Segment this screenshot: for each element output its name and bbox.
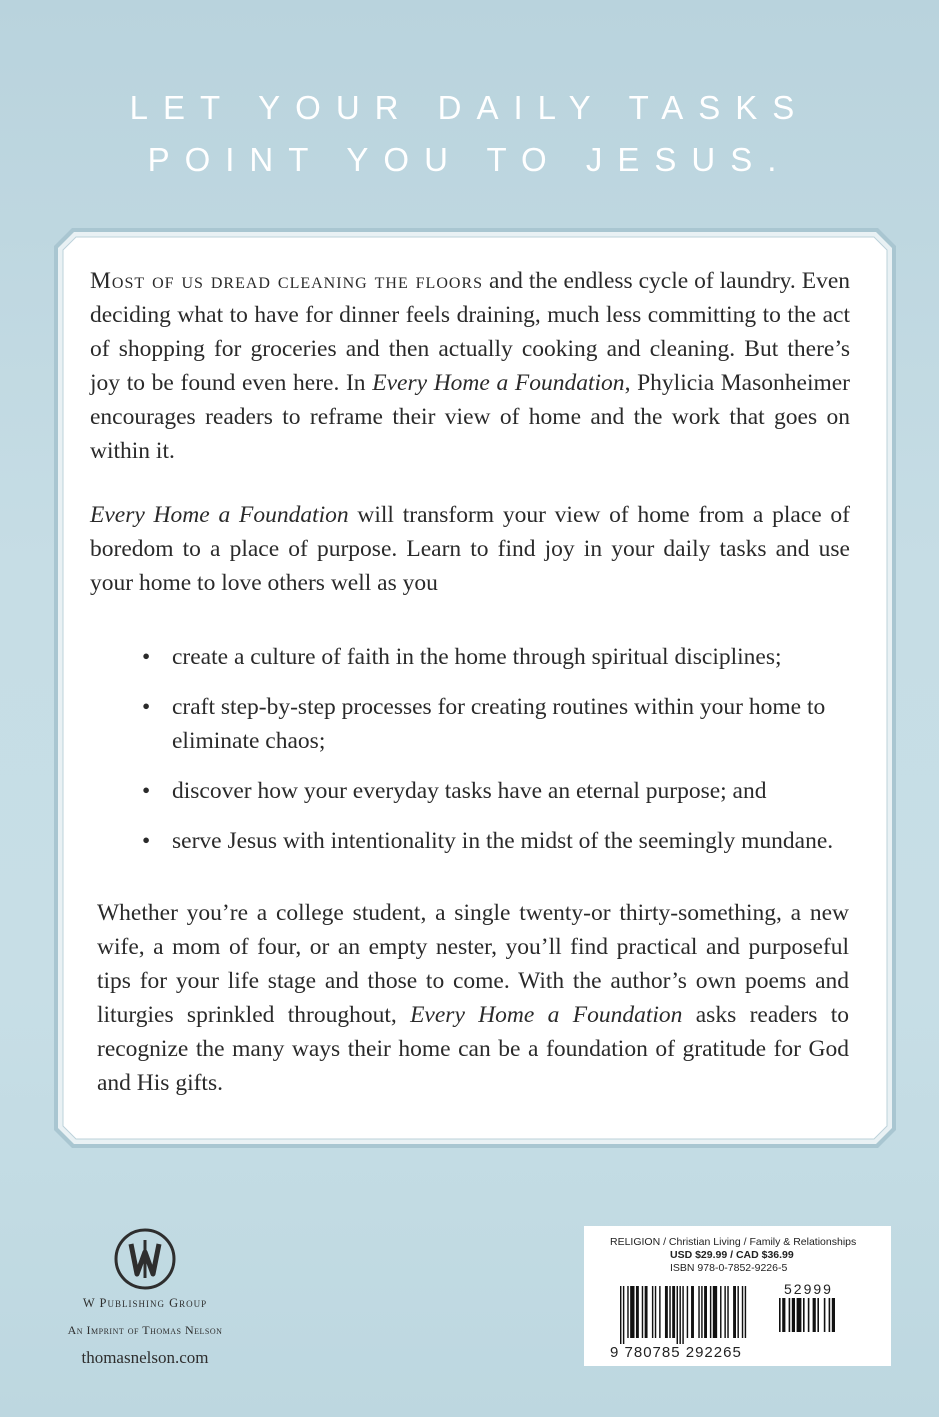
barcode-bar	[652, 1286, 653, 1338]
list-item	[142, 774, 852, 808]
list-item-text: serve Jesus with intentionality in the midst of the seemingly mundane.	[172, 828, 834, 854]
list-item-text: craft step-by-step processes for creating routines within your home to eliminate chaos;	[172, 694, 826, 754]
lead-in-smallcaps: Most of us dread cleaning the floors	[90, 268, 484, 294]
barcode-bar	[704, 1286, 707, 1338]
barcode-bar	[733, 1286, 736, 1338]
barcode-bar	[742, 1286, 743, 1338]
benefit-list	[142, 640, 852, 874]
description-paragraph-3	[97, 896, 849, 1100]
barcode-bar	[672, 1286, 675, 1338]
publisher-block	[40, 1228, 250, 1368]
barcode-bar	[620, 1286, 621, 1344]
barcode-bar	[669, 1286, 670, 1338]
bullet-icon: •	[142, 778, 151, 804]
bullet-icon: •	[142, 694, 151, 720]
barcode-bar	[623, 1286, 624, 1344]
barcode-bar	[727, 1286, 728, 1338]
barcode-bar	[737, 1286, 738, 1338]
barcode-bar	[813, 1298, 816, 1332]
description-paragraph-1	[90, 264, 850, 468]
list-item	[142, 640, 852, 674]
barcode-label	[584, 1226, 891, 1366]
p3-text-a: Whether you’re a college student, a single twenty-or thirty-something, a new wife, a mom of four, or an empty nester, you’ll find practical and purposeful tips for your life stage and those to come. With the author’s own poems and liturgies sprinkled throughout,	[97, 900, 849, 1028]
publisher-imprint: An Imprint of Thomas Nelson	[67, 1323, 223, 1337]
barcode-bar	[720, 1286, 721, 1338]
barcode-bar	[817, 1298, 819, 1332]
barcode-bar	[829, 1298, 831, 1332]
barcode-bar	[698, 1286, 699, 1338]
p3-text-b: asks readers to recognize the many ways their home can be a foundation of gratitude for God and His gifts.	[97, 1002, 850, 1096]
barcode-bar	[803, 1298, 805, 1332]
publisher-name: W Publishing Group	[82, 1296, 208, 1310]
barcode-bar	[789, 1298, 791, 1332]
price: USD $29.99 / CAD $36.99	[670, 1249, 794, 1261]
barcode-bar	[665, 1286, 668, 1338]
barcode-bars-icon	[620, 1286, 770, 1346]
p1-text-a: and the endless cycle of laundry. Even deciding what to have for dinner feels draining, much less committing to the act of shopping for groceries and then actually cooking and cleaning. But there’s joy to be found even here. In	[90, 268, 850, 396]
barcode-bar	[701, 1286, 702, 1338]
barcode-bar	[710, 1286, 711, 1338]
barcode-bar	[630, 1286, 634, 1338]
p2-text: will transform your view of home from a place of boredom to a place of purpose. Learn to find joy in your daily tasks and use your home to love others well as you	[90, 502, 850, 596]
tagline	[0, 82, 939, 186]
p1-text-b: , Phylicia Masonheimer encourages readers to reframe their view of home and the work that goes on within it.	[90, 370, 851, 464]
barcode-bar	[682, 1286, 683, 1344]
barcode-bar	[824, 1298, 826, 1332]
tagline-line-1: LET YOUR DAILY TASKS	[129, 89, 810, 126]
barcode-bar	[792, 1298, 795, 1332]
barcode-bar	[677, 1286, 678, 1344]
barcode-bar	[745, 1286, 746, 1338]
barcode-addon-digits: 52999	[784, 1281, 833, 1297]
barcode-bar	[724, 1286, 725, 1338]
bullet-icon: •	[142, 644, 151, 670]
barcode-bar	[679, 1286, 680, 1344]
isbn: ISBN 978-0-7852-9226-5	[670, 1262, 788, 1274]
p1-book-title: Every Home a Foundation	[372, 370, 625, 396]
barcode-ean-digits: 9 780785 292265	[610, 1344, 742, 1361]
barcode-addon-bars-icon	[779, 1298, 849, 1340]
publisher-url: thomasnelson.com	[81, 1348, 209, 1367]
barcode-bar	[687, 1286, 688, 1338]
barcode-bar	[645, 1286, 648, 1338]
barcode-bar	[832, 1298, 835, 1332]
bisac-category: RELIGION / Christian Living / Family & Relationships	[610, 1236, 857, 1248]
barcode-bar	[782, 1298, 785, 1332]
barcode-bar	[713, 1286, 717, 1338]
barcode-bar	[627, 1286, 628, 1338]
barcode-bar	[808, 1298, 810, 1332]
barcode-bar	[779, 1298, 781, 1332]
w-publishing-logo-icon	[114, 1228, 176, 1290]
list-item-text: discover how your everyday tasks have an eternal purpose; and	[172, 778, 767, 804]
tagline-line-2: POINT YOU TO JESUS.	[147, 141, 792, 178]
barcode-bar	[636, 1286, 639, 1338]
list-item-text: create a culture of faith in the home through spiritual disciplines;	[172, 644, 782, 670]
barcode-bar	[642, 1286, 643, 1338]
description-paragraph-2	[90, 498, 850, 600]
p2-book-title: Every Home a Foundation	[90, 502, 349, 528]
bullet-icon: •	[142, 828, 151, 854]
barcode-bar	[659, 1286, 660, 1338]
barcode-bar	[691, 1286, 694, 1338]
barcode-bar	[655, 1286, 656, 1338]
list-item	[142, 690, 852, 758]
barcode-bar	[797, 1298, 802, 1332]
list-item	[142, 824, 852, 858]
p3-book-title: Every Home a Foundation	[410, 1002, 683, 1028]
